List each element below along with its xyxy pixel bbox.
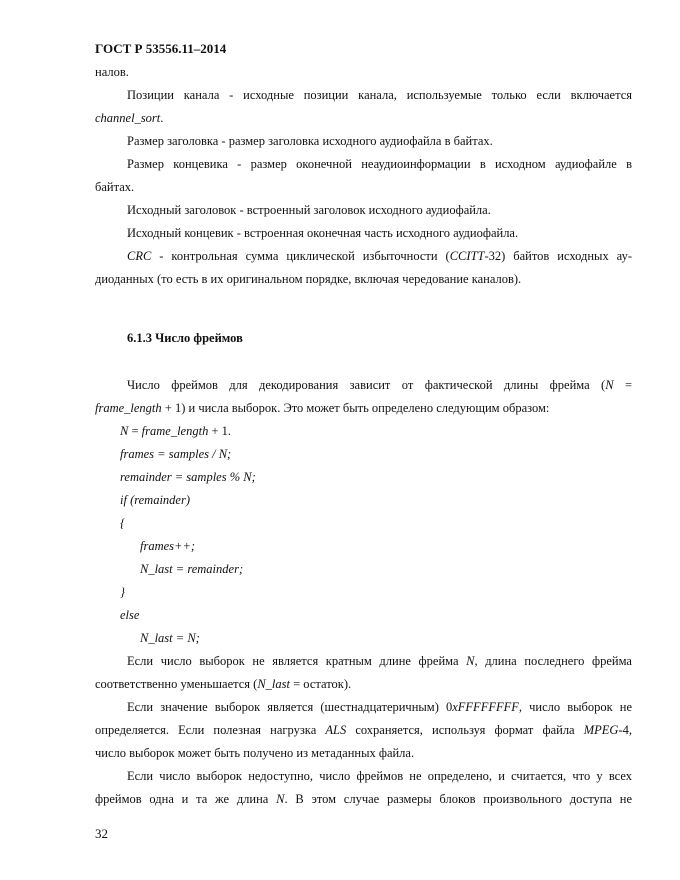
code-line: N = frame_length + 1. [120,424,232,438]
paragraph-trailer-size-end: байтах. [95,180,135,194]
paragraph-hex-samples-end: число выборок может быть получено из метаданных файла. [95,746,415,760]
document-code-header: ГОСТ Р 53556.11–2014 [95,41,227,56]
code-line: } [120,585,125,599]
section-heading: 6.1.3 Число фреймов [127,331,243,345]
paragraph-unavailable-samples-2: фреймов одна и та же длина N. В этом случае размеры блоков произвольного доступа не [95,792,632,806]
paragraph-header-size: Размер заголовка - размер заголовка исходного аудиофайла в байтах. [127,134,493,148]
paragraph-channel-positions-end: channel_sort. [95,111,164,125]
paragraph-crc-end: диоданных (то есть в их оригинальном порядке, включая чередование каналов). [95,272,522,286]
paragraph-hex-samples-2: определяется. Если полезная нагрузка ALS сохраняется, используя формат файла MPEG-4, [95,723,632,737]
code-line: else [120,608,140,622]
code-line: N_last = remainder; [140,562,244,576]
paragraph-crc: CRC - контрольная сумма циклической избыточности (CCITT-32) байтов исходных ау- [127,249,632,263]
paragraph-trailer-size: Размер концевика - размер оконечной неаудиоинформации в исходном аудиофайле в [127,157,632,171]
paragraph-original-trailer: Исходный концевик - встроенная оконечная часть исходного аудиофайла. [127,226,519,240]
code-line: N_last = N; [140,631,200,645]
paragraph-frame-count-intro-end: frame_length + 1) и числа выборок. Это может быть определено следующим образом: [95,401,550,415]
paragraph-unavailable-samples: Если число выборок недоступно, число фреймов не определено, и считается, что у всех [127,769,632,783]
code-line: if (remainder) [120,493,191,507]
paragraph-original-header: Исходный заголовок - встроенный заголовок исходного аудиофайла. [127,203,491,217]
paragraph-continuation: налов. [95,65,129,79]
code-line: frames = samples / N; [120,447,232,461]
paragraph-channel-positions: Позиции канала - исходные позиции канала, используемые только если включается [127,88,632,102]
paragraph-not-multiple-end: соответственно уменьшается (N_last = остаток). [95,677,352,691]
paragraph-hex-samples: Если значение выборок является (шестнадцатеричным) 0xFFFFFFFF, число выборок не [127,700,632,714]
code-line: remainder = samples % N; [120,470,256,484]
paragraph-frame-count-intro: Число фреймов для декодирования зависит от фактической длины фрейма (N = [127,378,632,392]
paragraph-not-multiple: Если число выборок не является кратным длине фрейма N, длина последнего фрейма [127,654,632,668]
code-line: { [120,516,125,530]
page-number: 32 [95,826,108,841]
code-line: frames++; [140,539,196,553]
